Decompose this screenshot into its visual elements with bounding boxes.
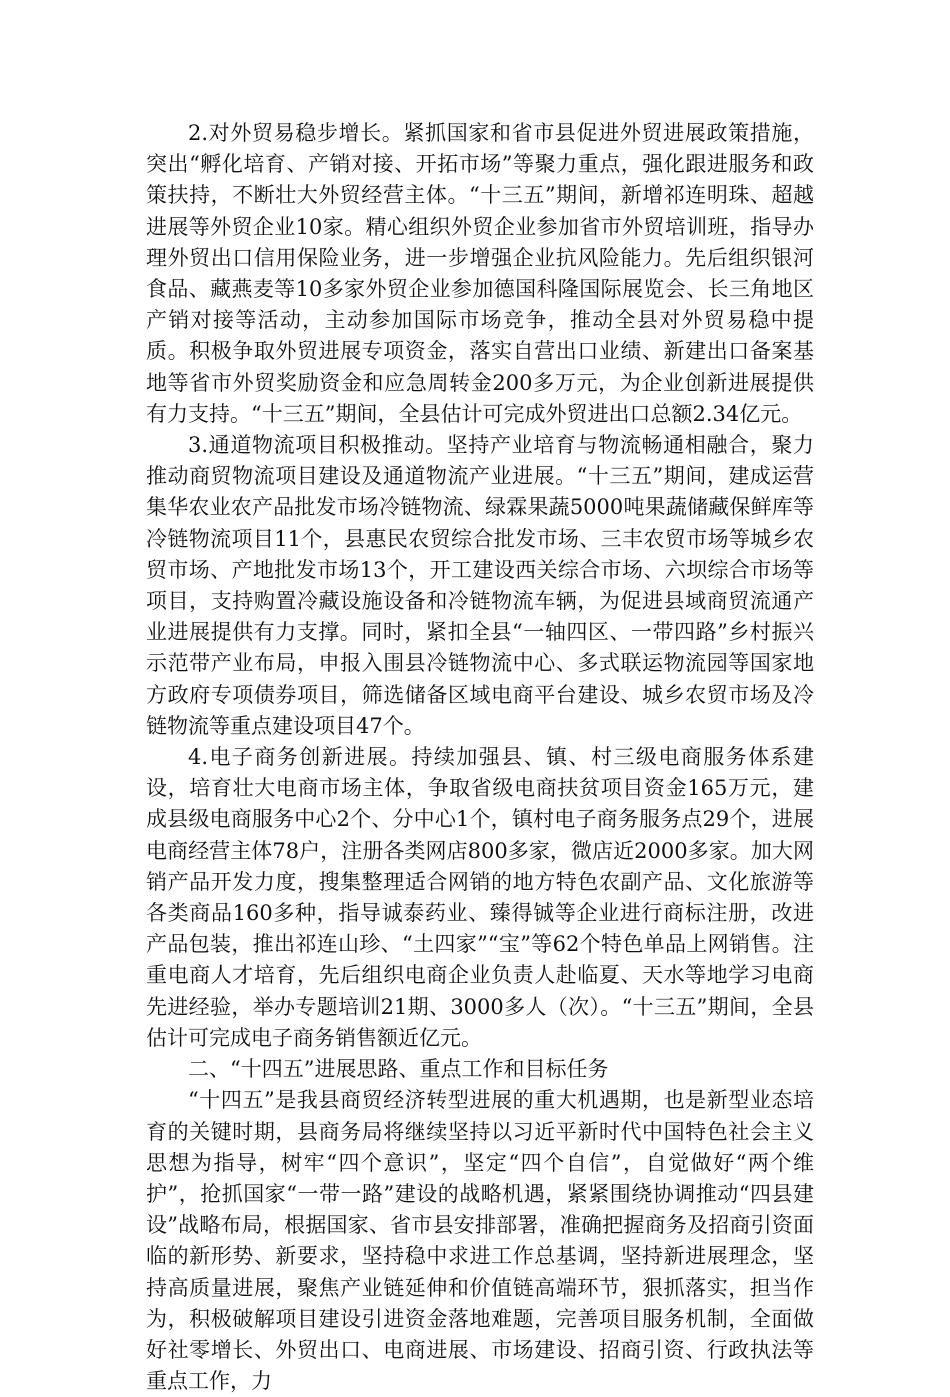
paragraph-logistics: 3.通道物流项目积极推动。坚持产业培育与物流畅通相融合，聚力推动商贸物流项目建设及通道物流产业进展。“十三五”期间，建成运营集华农业农产品批发市场冷链物流、绿霖果蔬5000吨果蔬储藏保鲜库等冷链物流项目11个，县惠民农贸综合批发市场、三丰农贸市场等城乡农贸市场、产地批发市场13个，开工建设西关综合市场、六坝综合市场等项目，支持购置冷藏设施设备和冷链物流车辆，为促进县域商贸流通产业进展提供有力支撑。同时，紧扣全县“一轴四区、一带四路”乡村振兴示范带产业布局，申报入围县冷链物流中心、多式联运物流园等国家地方政府专项债券项目，筛选储备区域电商平台建设、城乡农贸市场及冷链物流等重点建设项目47个。 <box>146 433 814 738</box>
paragraph-foreign-trade: 2.对外贸易稳步增长。紧抓国家和省市县促进外贸进展政策措施，突出“孵化培育、产销对接、开拓市场”等聚力重点，强化跟进服务和政策扶持，不断壮大外贸经营主体。“十三五”期间，新增祁连明珠、超越进展等外贸企业10家。精心组织外贸企业参加省市外贸培训班，指导办理外贸出口信用保险业务，进一步增强企业抗风险能力。先后组织银河食品、藏燕麦等10多家外贸企业参加德国科隆国际展览会、长三角地区产销对接等活动，主动参加国际市场竞争，推动全县对外贸易稳中提质。积极争取外贸进展专项资金，落实自营出口业绩、新建出口备案基地等省市外贸奖励资金和应急周转金200多万元，为企业创新进展提供有力支持。“十三五”期间，全县估计可完成外贸进出口总额2.34亿元。 <box>146 121 814 426</box>
paragraph-14th-five-year: “十四五”是我县商贸经济转型进展的重大机遇期，也是新型业态培育的关键时期，县商务局将继续坚持以习近平新时代中国特色社会主义思想为指导，树牢“四个意识”，坚定“四个自信”，自觉做好“两个维护”，抢抓国家“一带一路”建设的战略机遇，紧紧围绕协调推动“四县建设”战略布局，根据国家、省市县安排部署，准确把握商务及招商引资面临的新形势、新要求，坚持稳中求进工作总基调，坚持新进展理念，坚持高质量进展，聚焦产业链延伸和价值链高端环节，狠抓落实，担当作为，积极破解项目建设引进资金落地难题，完善项目服务机制，全面做好社零增长、外贸出口、电商进展、市场建设、招商引资、行政执法等重点工作，力 <box>146 1088 814 1394</box>
document-body <box>146 118 814 1397</box>
section-heading: 二、“十四五”进展思路、重点工作和目标任务 <box>188 1057 609 1082</box>
paragraph-e-commerce: 4.电子商务创新进展。持续加强县、镇、村三级电商服务体系建设，培育壮大电商市场主体，争取省级电商扶贫项目资金165万元，建成县级电商服务中心2个、分中心1个，镇村电子商务服务点29个，进展电商经营主体78户，注册各类网店800多家，微店近2000多家。加大网销产品开发力度，搜集整理适合网销的地方特色农副产品、文化旅游等各类商品160多种，指导诚泰药业、臻得铖等企业进行商标注册，改进产品包装，推出祁连山珍、“土四家”“宝”等62个特色单品上网销售。注重电商人才培育，先后组织电商企业负责人赴临夏、天水等地学习电商先进经验，举办专题培训21期、3000多人（次）。“十三五”期间，全县估计可完成电子商务销售额近亿元。 <box>146 745 814 1050</box>
